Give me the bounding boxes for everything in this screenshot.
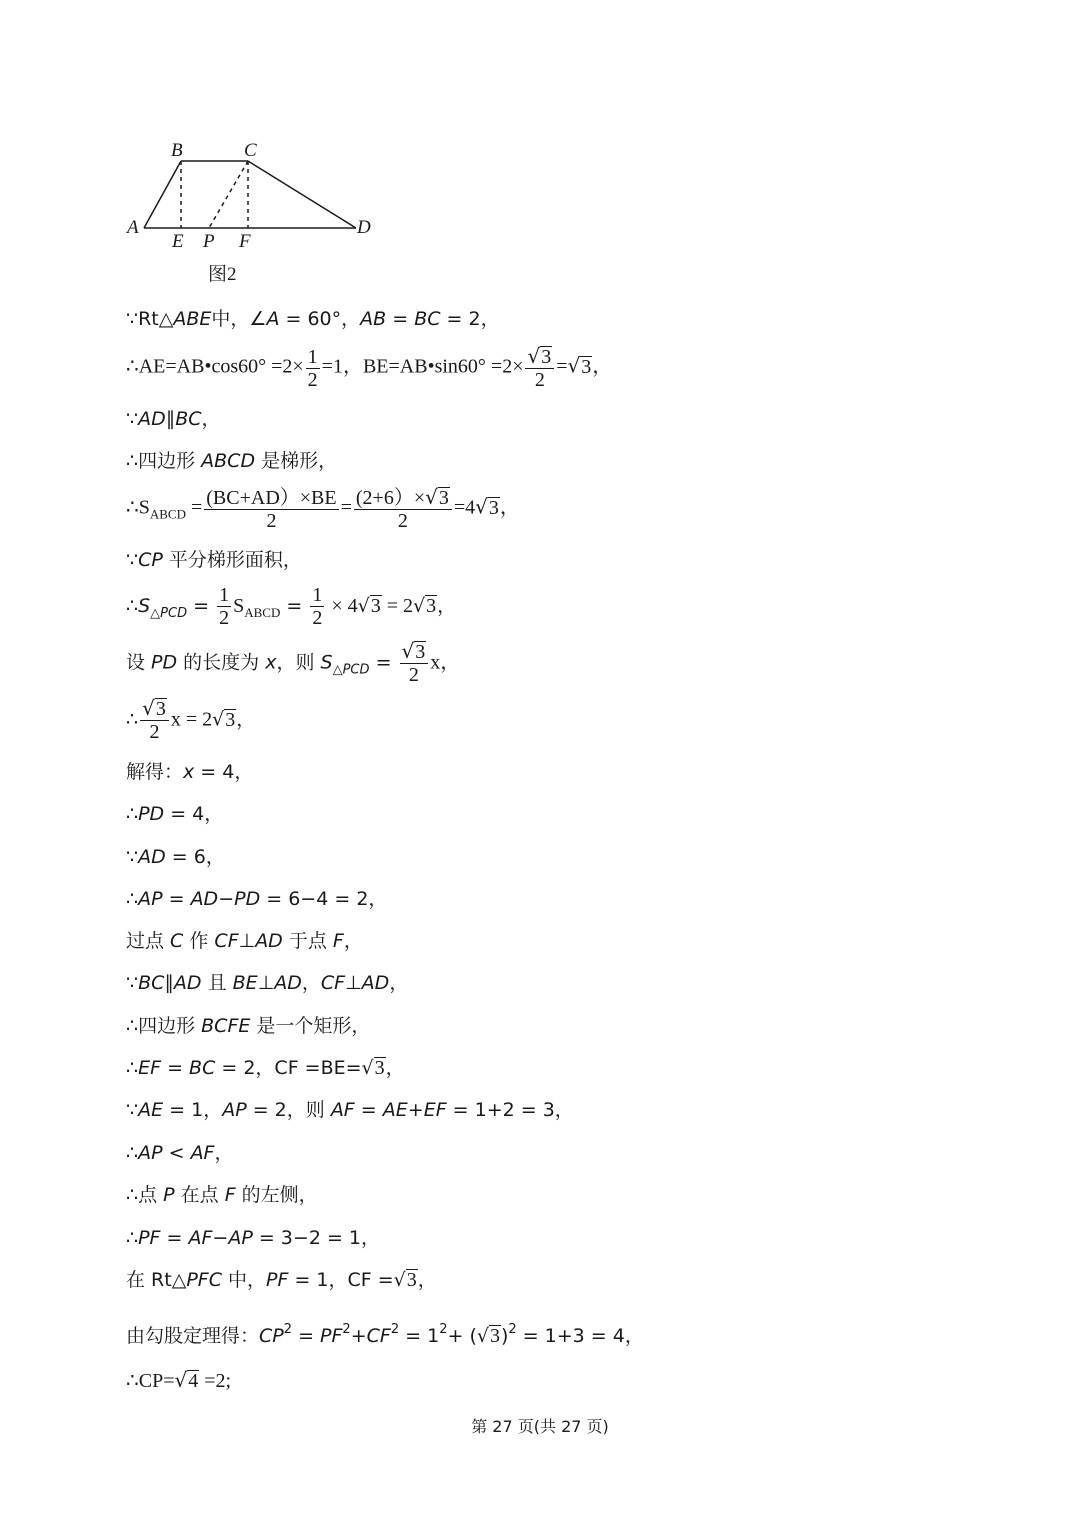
solution-line-6: ∵CP 平分梯形面积， — [126, 549, 302, 571]
label-e: E — [172, 231, 184, 252]
solution-line-23: 由勾股定理得：$CP^2 = PF^2+CF^2 = 1^2+ (√3)^2 = 1+3 = 4$， — [126, 1322, 644, 1347]
fraction-area-values: $\frac{(2+6)\times√3}{2}$ — [354, 486, 452, 532]
solution-line-13: ∴AP = AD−PD = 6−4 = 2， — [126, 888, 388, 910]
label-a: A — [127, 217, 139, 238]
solution-line-5: $\therefore S_{ABCD}$ = $\frac{(BC+AD)\times BE}{2}$ = $\frac{(2+6)\times√3}{2}$ =4√3， — [126, 485, 520, 532]
solution-line-17: ∴EF = BC = 2，CF =BE=√3， — [126, 1057, 405, 1079]
segment-cd — [248, 161, 356, 228]
solution-line-22: 在 Rt△PFC 中，PF = 1，CF =√3， — [126, 1269, 437, 1291]
label-d: D — [357, 217, 371, 238]
fraction-half-3: $\frac{1}{2}$ — [312, 584, 323, 629]
solution-line-3: ∵AD∥BC， — [126, 408, 221, 430]
solution-line-1: ∵Rt△ABE中，∠A = 60°，AB = BC = 2， — [126, 308, 500, 330]
solution-line-11: ∴PD = 4， — [126, 803, 224, 825]
solution-line-20: ∴点 P 在点 F 的左侧， — [126, 1184, 318, 1206]
solution-line-16: ∴四边形 BCFE 是一个矩形， — [126, 1015, 371, 1037]
solution-line-24: ∴CP=√4 =2; — [126, 1368, 232, 1392]
solution-line-2: ∴AE=AB•cos60° =2× $\frac{1}{2}$ =1，BE=AB•sin60° =2× $\frac{√3}{2}$ =√3， — [126, 344, 613, 391]
solution-line-14: 过点 C 作 CF⊥AD 于点 F， — [126, 930, 363, 952]
solution-line-4: ∴四边形 ABCD 是梯形， — [126, 450, 338, 472]
fraction-half-2: $\frac{1}{2}$ — [219, 584, 230, 629]
solution-line-9: ∴ $\frac{√3}{2}$ x = 2√3， — [126, 696, 256, 743]
solution-line-19: ∴AP < AF， — [126, 1142, 234, 1164]
fraction-half: $\frac{1}{2}$ — [307, 345, 318, 391]
solution-line-7: $\therefore S_{\triangle PCD}$ = $\frac{1}{2}$ $S_{ABCD}$ = $\frac{1}{2}$ × 4√3 = 2√3， — [126, 584, 457, 629]
solution-line-18: ∵AE = 1，AP = 2，则 AF = AE+EF = 1+2 = 3， — [126, 1099, 574, 1121]
label-p: P — [203, 231, 215, 252]
segment-ab — [144, 161, 181, 228]
solution-line-8: 设 PD 的长度为 x，则 $S_{\triangle PCD}$ = $\frac{√3}{2}$ x， — [126, 639, 461, 686]
solution-line-15: ∵BC∥AD 且 BE⊥AD，CF⊥AD， — [126, 972, 409, 994]
label-f: F — [239, 231, 251, 252]
fraction-root3-over-2-c: $\frac{√3}{2}$ — [140, 697, 169, 743]
fraction-root3-over-2-b: $\frac{√3}{2}$ — [400, 640, 429, 686]
label-b: B — [171, 140, 183, 161]
fraction-area-formula: $\frac{(BC+AD)\times BE}{2}$ — [206, 486, 337, 532]
figure-caption: 图2 — [208, 264, 237, 285]
trapezoid-figure — [124, 132, 374, 292]
solution-line-10: 解得：x = 4， — [126, 761, 254, 783]
segment-cp — [209, 161, 248, 228]
solution-line-21: ∴PF = AF−AP = 3−2 = 1， — [126, 1227, 380, 1249]
label-c: C — [244, 140, 257, 161]
solution-line-12: ∵AD = 6， — [126, 846, 225, 868]
fraction-root3-over-2: $\frac{√3}{2}$ — [525, 345, 554, 391]
page-footer: 第 27 页(共 27 页) — [471, 1417, 609, 1436]
